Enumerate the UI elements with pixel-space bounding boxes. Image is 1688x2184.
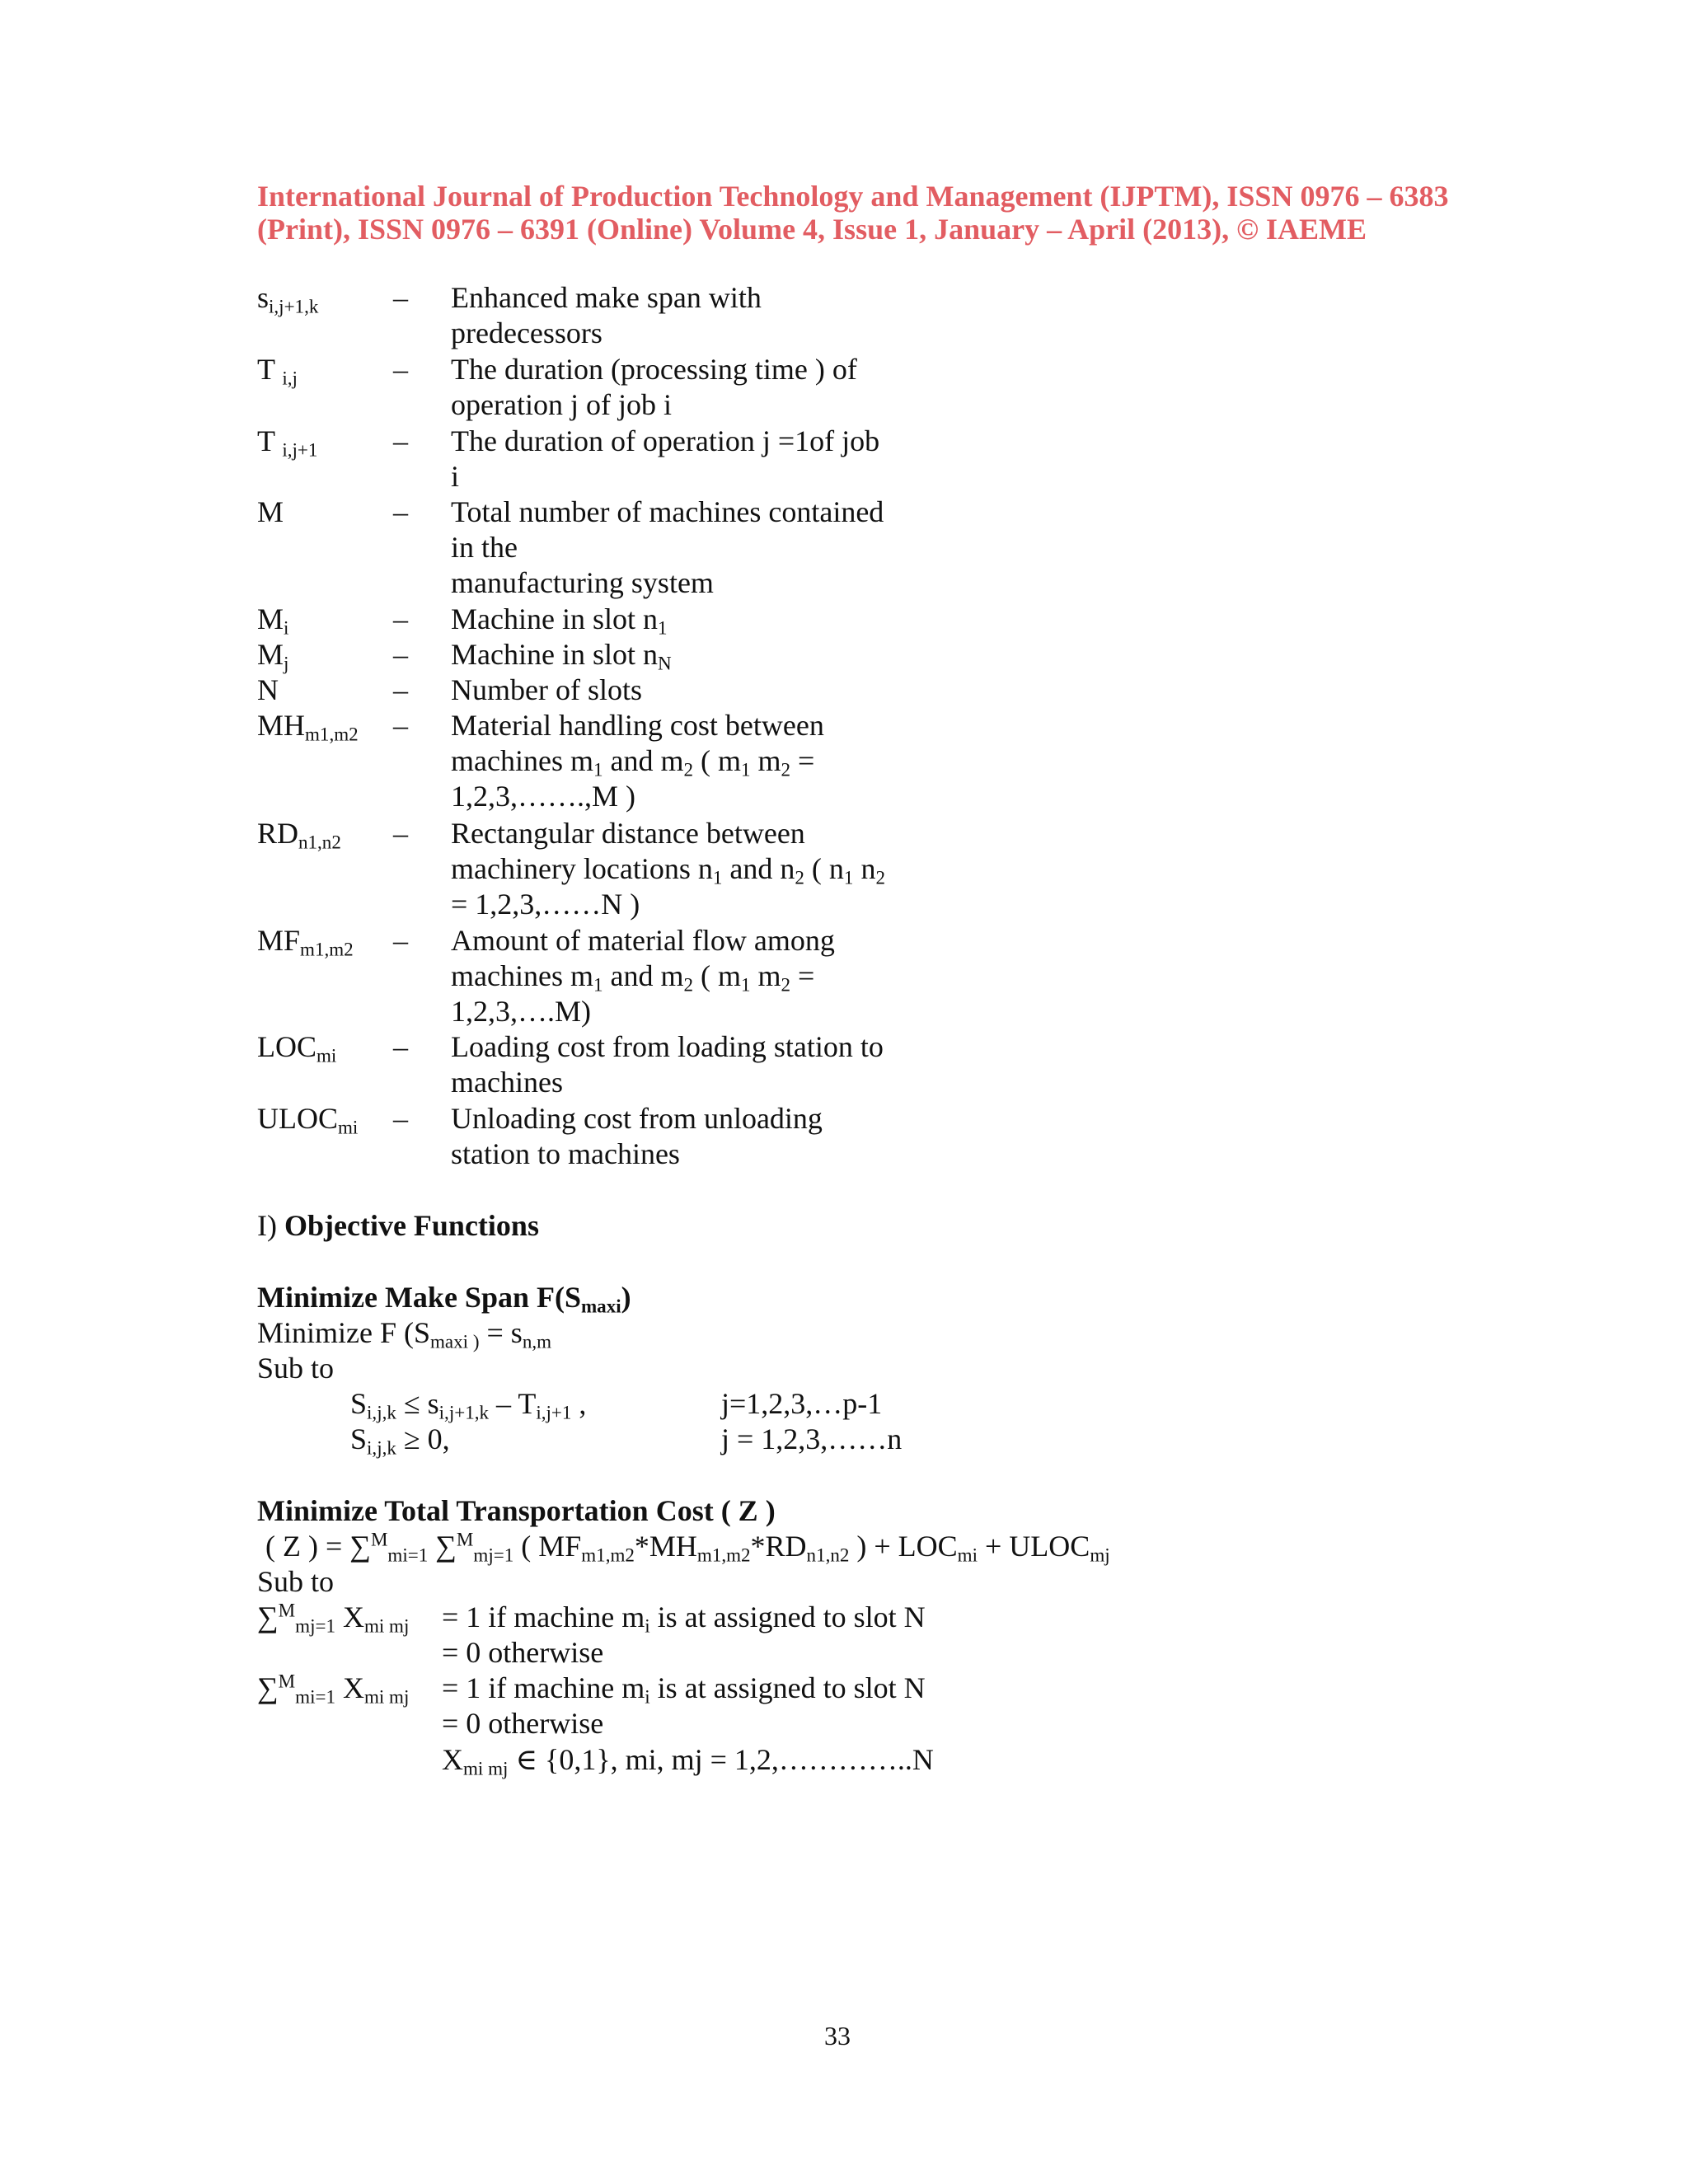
nom-dash: – (393, 673, 408, 706)
header-line-2: (Print), ISSN 0976 – 6391 (Online) Volume 4, Issue 1, January – April (2013), © IAEME (257, 213, 1367, 246)
nom-dash: – (393, 602, 408, 635)
makespan-heading: Minimize Make Span $F(S_{maxi})$ (257, 1281, 631, 1317)
makespan-constraint-2-range: j = 1,2,3,……n (721, 1422, 903, 1455)
nom-symbol: T $_{i,j+1}$ (257, 424, 318, 461)
nom-desc: Machine in slot $n_N$ (451, 638, 672, 674)
nom-dash: – (393, 281, 408, 314)
nom-dash: – (393, 709, 408, 742)
nom-symbol: $M_i$ (257, 602, 289, 639)
nom-symbol: $MF_{m1,m2}$ (257, 924, 354, 960)
transport-domain: $X_{mi mj}$ ∈ {0,1}, mi, mj = 1,2,…………..N (442, 1743, 934, 1779)
nom-desc: Machine in slot $n_1$ (451, 602, 668, 639)
nom-desc: The duration of operation j =1of job i (451, 424, 880, 493)
nom-dash: – (393, 1030, 408, 1063)
nom-desc: Amount of material flow among machines $m_1$ and $m_2$ ( $m_1$ $m_2$ = 1,2,3,….M) (451, 924, 835, 1028)
journal-header (257, 180, 1461, 246)
nom-symbol: T $_{i,j}$ (257, 353, 298, 389)
nom-dash: – (393, 424, 408, 457)
nom-symbol: M (257, 495, 284, 528)
nom-symbol: $LOC_{mi}$ (257, 1030, 337, 1066)
makespan-constraint-1-range: j=1,2,3,…p-1 (721, 1387, 883, 1420)
header-line-1: International Journal of Production Technology and Management (IJPTM), ISSN 0976 – 6383 (257, 180, 1449, 213)
nom-symbol: $RD_{n1,n2}$ (257, 817, 341, 853)
transport-constraint-2-otherwise: = 0 otherwise (442, 1707, 604, 1740)
makespan-constraint-2: $S_{i,j,k} \ge 0$, (350, 1422, 450, 1459)
nom-desc: The duration (processing time ) of operation j of job i (451, 353, 857, 421)
nom-symbol: $ULOC_{mi}$ (257, 1102, 359, 1138)
nom-dash: – (393, 353, 408, 386)
transport-constraint-2-lhs: ∑$^M_{mi=1}$ $X_{mi mj}$ (257, 1670, 410, 1708)
nom-desc: Enhanced make span with predecessors (451, 281, 762, 349)
transport-constraint-2-rhs: = 1 if machine $m_i$ is at assigned to slot N (442, 1671, 926, 1708)
nom-desc: Number of slots (451, 673, 642, 706)
nom-symbol: $MH_{m1,m2}$ (257, 709, 359, 745)
transport-subto: Sub to (257, 1565, 335, 1598)
nom-desc: Loading cost from loading station to machines (451, 1030, 884, 1099)
nom-dash: – (393, 638, 408, 671)
page-number: 33 (824, 2021, 851, 2050)
section-heading: I) Objective Functions (257, 1209, 539, 1242)
transport-objective: ( Z ) = ∑$^M_{mi=1}$ ∑$^M_{mj=1}$ ( $MF_{m1,m2}*MH_{m1,m2}*RD_{n1,n2}$ ) + $LOC_{mi}$ + $ULOC_{mj}$ (265, 1528, 1110, 1566)
nom-dash: – (393, 817, 408, 850)
nom-dash: – (393, 1102, 408, 1135)
nom-desc: Rectangular distance between machinery locations $n_1$ and $n_2$ ( $n_1$ $n_2$ = 1,2,3,……N ) (451, 817, 885, 921)
makespan-constraint-1: $S_{i,j,k} \le s_{i,j+1,k} - T_{i,j+1}$ , (350, 1387, 587, 1423)
nom-symbol: $M_j$ (257, 638, 289, 674)
nom-symbol: $s_{i,j+1,k}$ (257, 281, 319, 317)
transport-constraint-1-otherwise: = 0 otherwise (442, 1636, 604, 1669)
makespan-subto: Sub to (257, 1352, 335, 1385)
nom-desc: Total number of machines contained in the manufacturing system (451, 495, 884, 599)
nom-dash: – (393, 924, 408, 957)
transport-heading: Minimize Total Transportation Cost ( Z ) (257, 1494, 776, 1527)
transport-constraint-1-lhs: ∑$^M_{mj=1}$ $X_{mi mj}$ (257, 1599, 410, 1637)
transport-constraint-1-rhs: = 1 if machine $m_i$ is at assigned to slot N (442, 1601, 926, 1637)
makespan-objective: Minimize F ($S_{maxi )} = s_{n,m}$ (257, 1316, 552, 1352)
nom-desc: Unloading cost from unloading station to machines (451, 1102, 823, 1170)
nom-desc: Material handling cost between machines $m_1$ and $m_2$ ( $m_1$ $m_2$ = 1,2,3,…….,M ) (451, 709, 824, 813)
nom-dash: – (393, 495, 408, 528)
nom-symbol: N (257, 673, 279, 706)
